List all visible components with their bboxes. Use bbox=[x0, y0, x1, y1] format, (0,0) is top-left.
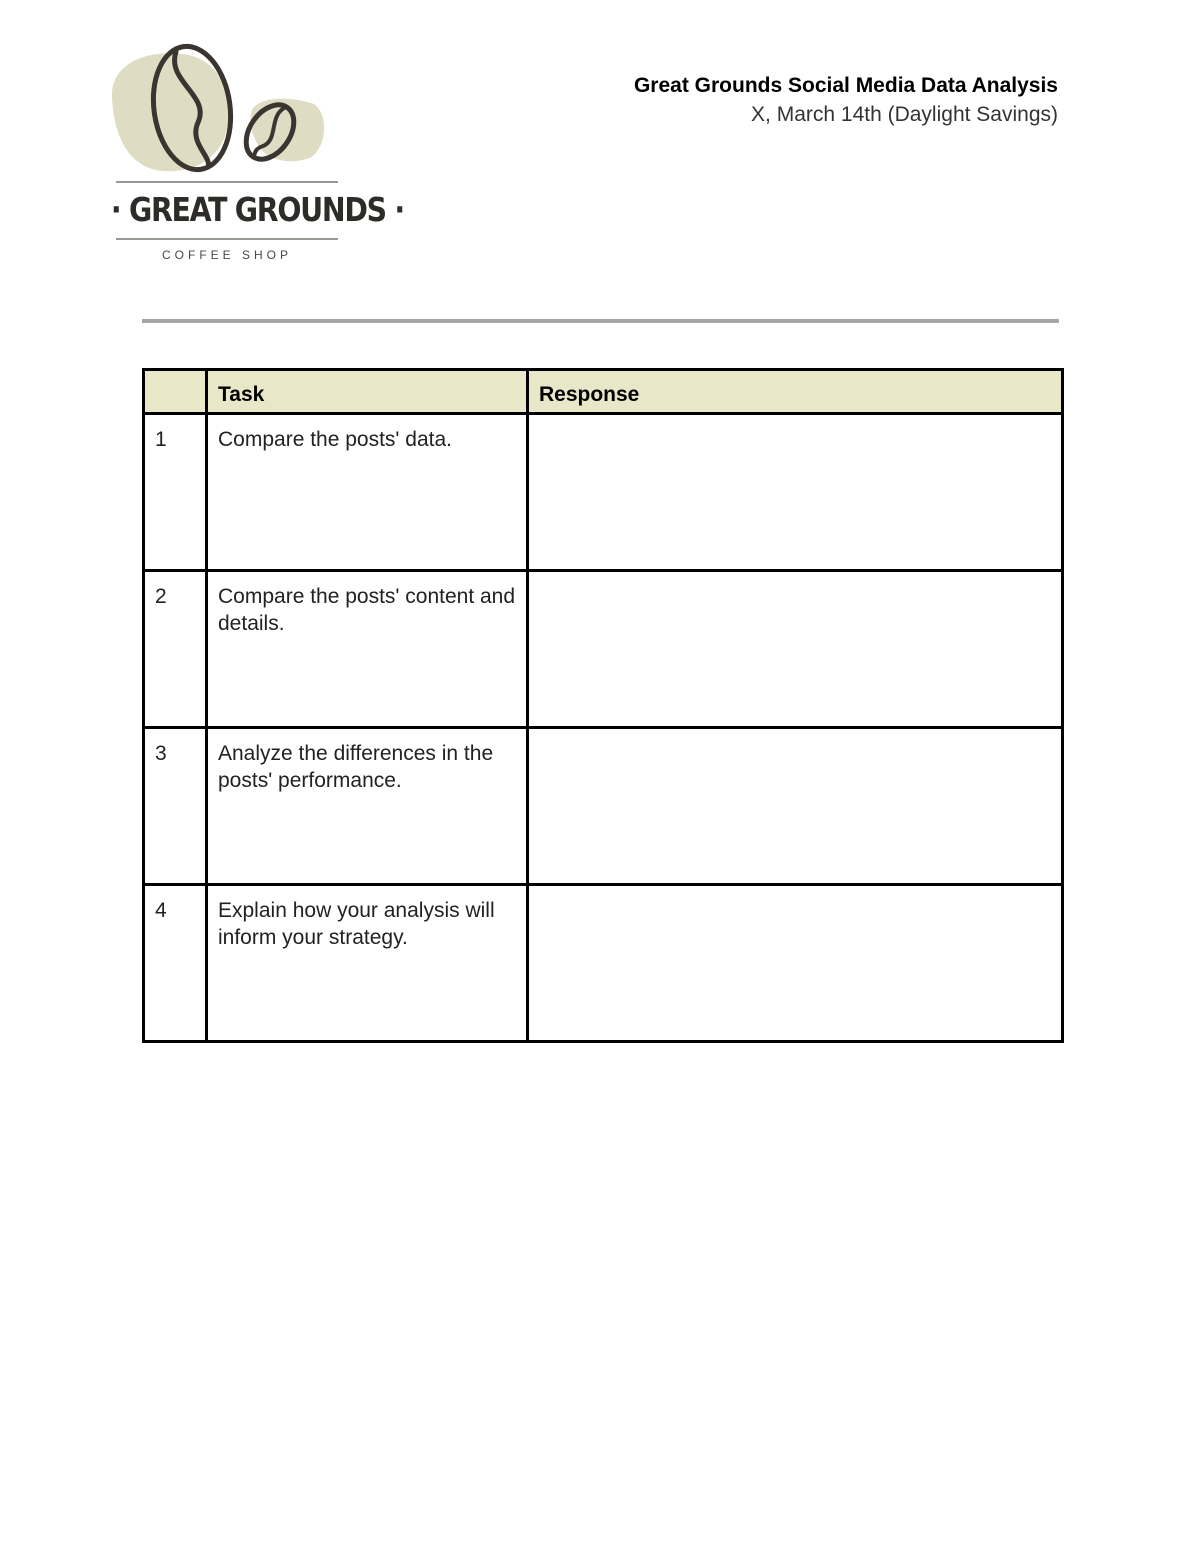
table-row bbox=[144, 885, 1063, 1042]
response-cell[interactable] bbox=[528, 414, 1063, 571]
response-cell[interactable] bbox=[528, 885, 1063, 1042]
response-cell[interactable] bbox=[528, 728, 1063, 885]
table-row bbox=[144, 414, 1063, 571]
brand-subtitle: COFFEE SHOP bbox=[161, 248, 292, 262]
row-number: 1 bbox=[144, 414, 207, 571]
brand-logo bbox=[92, 38, 404, 270]
column-header-number bbox=[144, 370, 207, 414]
column-header-task: Task bbox=[207, 370, 528, 414]
document-subtitle: X, March 14th (Daylight Savings) bbox=[751, 103, 1058, 126]
document-title: Great Grounds Social Media Data Analysis bbox=[633, 74, 1058, 97]
document-header bbox=[634, 72, 1058, 130]
response-cell[interactable] bbox=[528, 571, 1063, 728]
task-cell: Compare the posts' data. bbox=[207, 414, 528, 571]
brand-name: · GREAT GROUNDS · bbox=[110, 190, 404, 229]
table-row bbox=[144, 728, 1063, 885]
header-divider bbox=[142, 319, 1059, 323]
row-number: 2 bbox=[144, 571, 207, 728]
task-cell: Explain how your analysis will inform your strategy. bbox=[207, 885, 528, 1042]
row-number: 4 bbox=[144, 885, 207, 1042]
table-header-row bbox=[144, 370, 1063, 414]
coffee-bean-icon bbox=[92, 38, 404, 270]
table-row bbox=[144, 571, 1063, 728]
task-cell: Compare the posts' content and details. bbox=[207, 571, 528, 728]
task-cell: Analyze the differences in the posts' performance. bbox=[207, 728, 528, 885]
task-table bbox=[142, 368, 1064, 1043]
column-header-response: Response bbox=[528, 370, 1063, 414]
row-number: 3 bbox=[144, 728, 207, 885]
